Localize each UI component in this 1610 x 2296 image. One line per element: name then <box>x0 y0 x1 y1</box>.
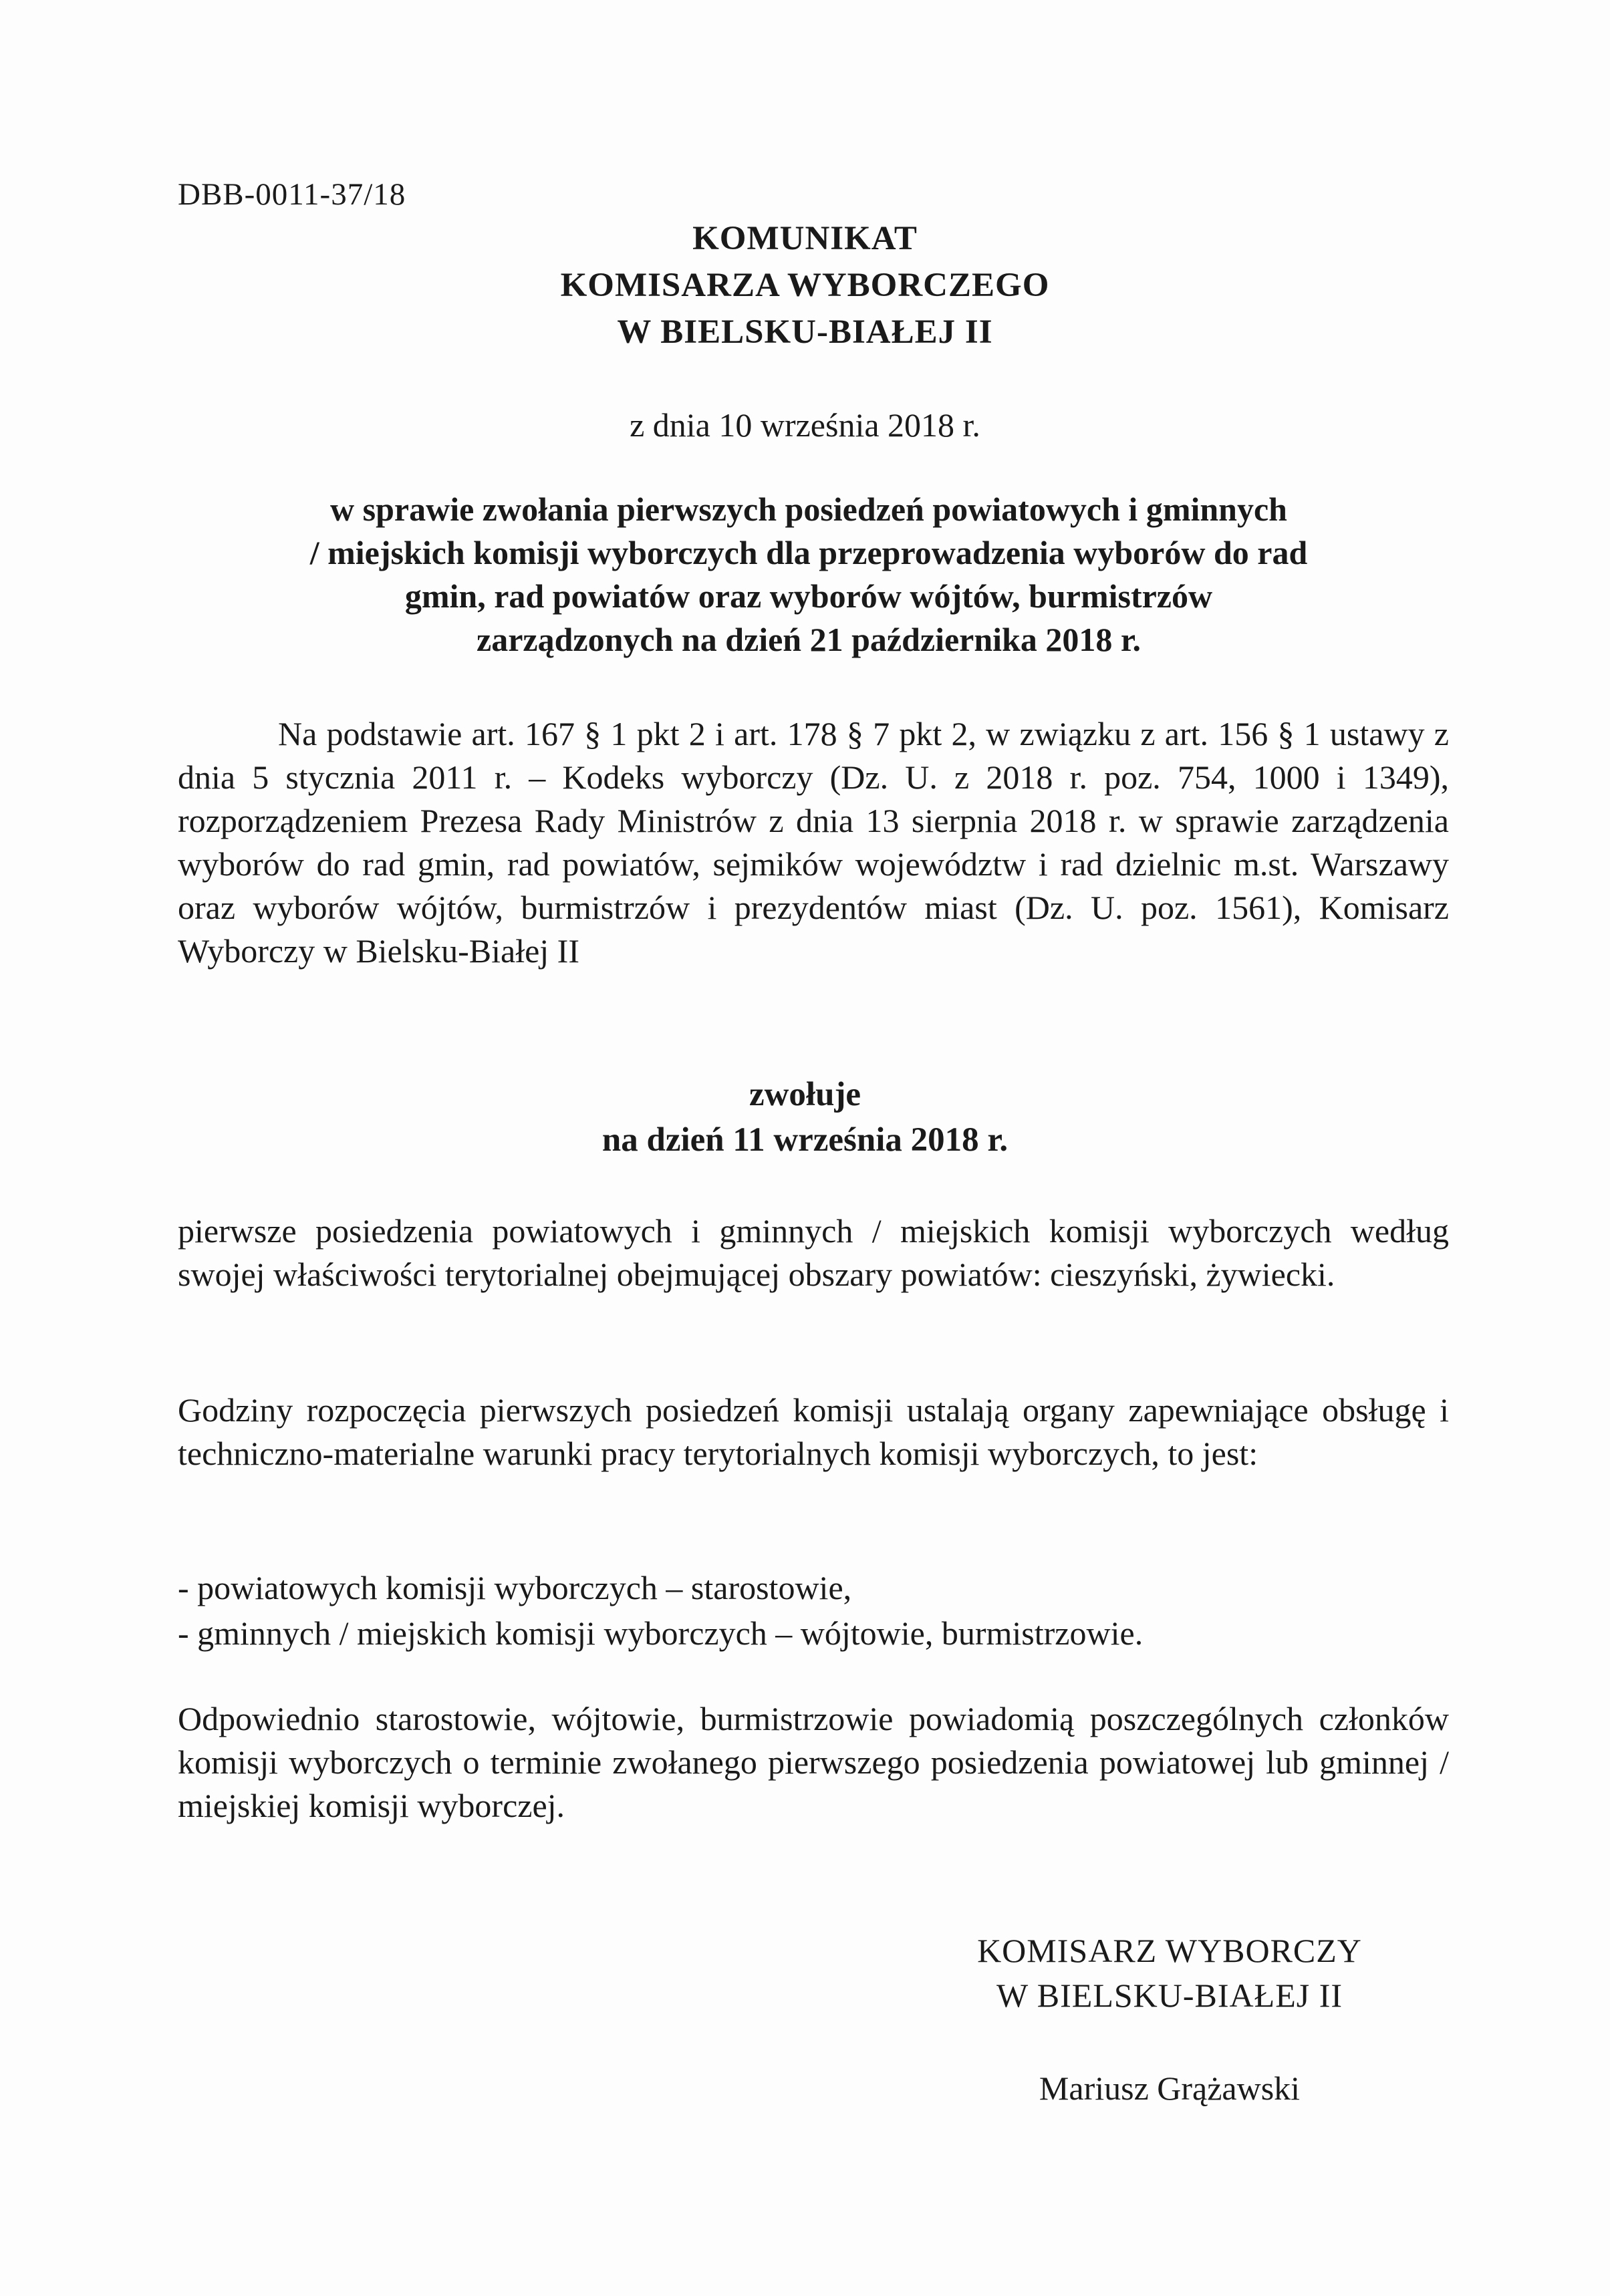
subject-line: w sprawie zwołania pierwszych posiedzeń powiatowych i gminnych <box>330 490 1287 528</box>
title-line: W BIELSKU-BIAŁEJ II <box>617 313 993 351</box>
notification-paragraph: Odpowiednio starostowie, wójtowie, burmistrzowie powiadomią poszczególnych członków komisji wyborczych o terminie zwołanego pierwszego posiedzenia powiatowej lub gminnej / miejskiej komisji wyborczej. <box>178 1700 1449 1824</box>
legal-basis-paragraph: Na podstawie art. 167 § 1 pkt 2 i art. 178 § 7 pkt 2, w związku z art. 156 § 1 ustawy z dnia 5 stycznia 2011 r. – Kodeks wyborczy (Dz. U. z 2018 r. poz. 754, 1000 i 1349), rozporządzeniem Prezesa Rady Ministrów z dnia 13 sierpnia 2018 r. w sprawie zarządzenia wyborów do rad gmin, rad powiatów, sejmików województw i rad dzielnic m.st. Warszawy oraz wyborów wójtów, burmistrzów i prezydentów miast (Dz. U. poz. 1561), Komisarz Wyborczy w Bielsku-Białej II <box>178 715 1449 970</box>
title-line: KOMUNIKAT <box>692 220 918 257</box>
subject-line: / miejskich komisji wyborczych dla przeprowadzenia wyborów do rad <box>309 534 1308 571</box>
signatory-title-line: W BIELSKU-BIAŁEJ II <box>996 1977 1343 2014</box>
list-item: - gminnych / miejskich komisji wyborczych – wójtowie, burmistrzowie. <box>178 1614 1144 1652</box>
title-line: KOMISARZA WYBORCZEGO <box>560 267 1050 304</box>
start-hours-paragraph: Godziny rozpoczęcia pierwszych posiedzeń komisji ustalają organy zapewniające obsługę i techniczno-materialne warunki pracy terytorialnych komisji wyborczych, to jest: <box>178 1391 1449 1472</box>
subject-line: zarządzonych na dzień 21 października 2018 r. <box>477 621 1141 658</box>
subject-line: gmin, rad powiatów oraz wyborów wójtów, burmistrzów <box>404 577 1213 615</box>
convening-statement <box>0 1072 1610 1163</box>
scope-paragraph: pierwsze posiedzenia powiatowych i gminnych / miejskich komisji wyborczych według swojej właściwości terytorialnej obejmującej obszary powiatów: cieszyński, żywiecki. <box>178 1212 1449 1293</box>
document-date: z dnia 10 września 2018 r. <box>630 406 980 444</box>
signature-block <box>869 1928 1470 2111</box>
document-reference-number: DBB-0011-37/18 <box>178 177 406 212</box>
responsible-bodies-list <box>178 1565 1449 1656</box>
document-subject <box>174 488 1444 662</box>
list-item: - powiatowych komisji wyborczych – starostowie, <box>178 1569 852 1606</box>
convening-date: na dzień 11 września 2018 r. <box>601 1121 1009 1159</box>
document-title <box>0 215 1610 355</box>
signatory-title-line: KOMISARZ WYBORCZY <box>977 1932 1362 1969</box>
convening-verb: zwołuje <box>749 1076 861 1113</box>
signatory-name: Mariusz Grążawski <box>1039 2069 1301 2107</box>
